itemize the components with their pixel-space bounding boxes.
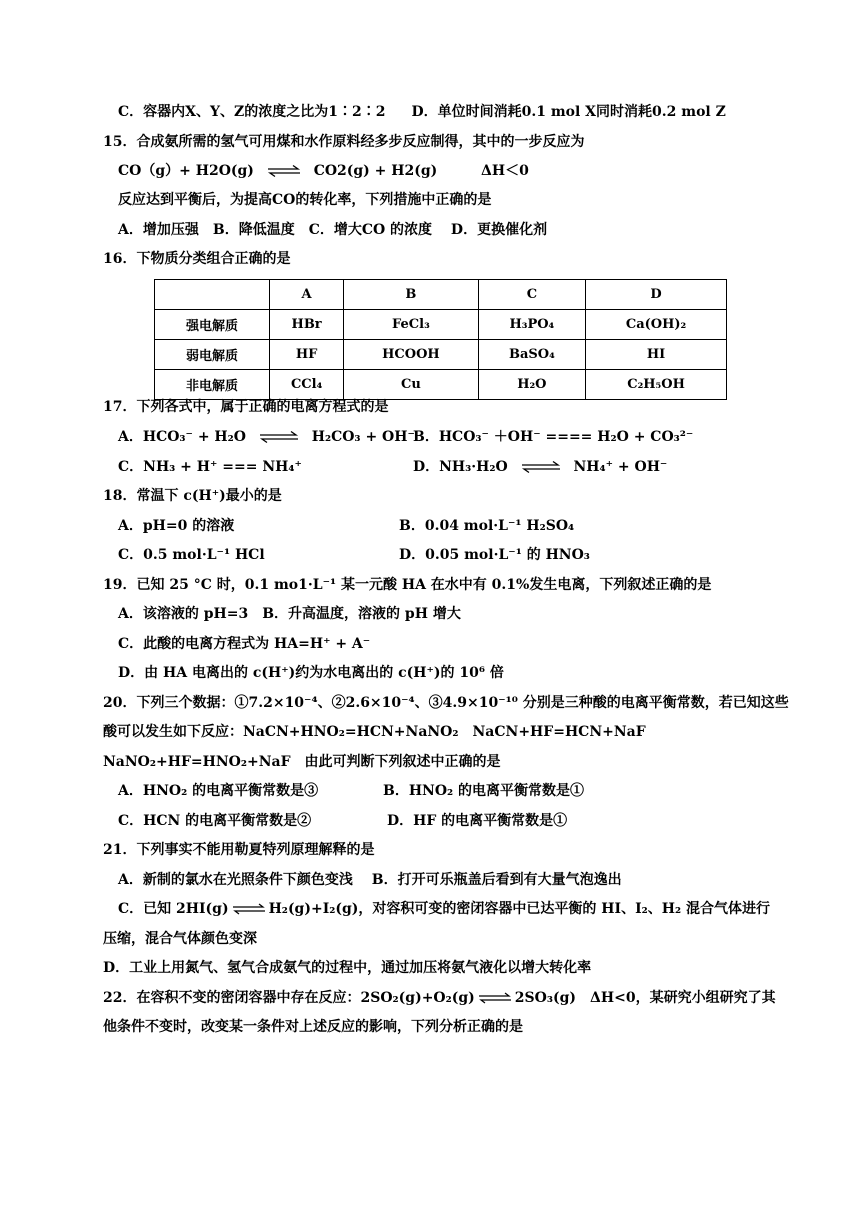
- q17-option-b: B．HCO₃⁻ ＋OH⁻ ==== H₂O + CO₃²⁻: [413, 429, 694, 445]
- table-cell: HBr: [270, 310, 344, 340]
- equilibrium-arrow-icon: [477, 992, 513, 1004]
- q19-stem: 19．已知 25 °C 时，0.1 mo1·L⁻¹ 某一元酸 HA 在水中有 0.1%发生电离，下列叙述正确的是: [103, 577, 712, 593]
- q19-options-ab: A．该溶液的 pH=3 B．升高温度，溶液的 pH 增大: [118, 606, 461, 622]
- q21-option-c: [118, 900, 770, 918]
- q22-stem-right: 2SO₃(g) ΔH<0，某研究小组研究了其: [514, 990, 776, 1006]
- q19-option-d: D．由 HA 电离出的 c(H⁺)约为水电离出的 c(H⁺)的 10⁶ 倍: [118, 665, 504, 681]
- q20-option-d: D．HF 的电离平衡常数是①: [387, 813, 568, 829]
- q16-table: [154, 279, 727, 400]
- q17-d-right: NH₄⁺ + OH⁻: [573, 459, 668, 475]
- table-header-cell: A: [270, 280, 344, 310]
- table-header-cell: D: [586, 280, 727, 310]
- q15-eq-left: CO（g）+ H2O(g): [118, 163, 254, 179]
- q21-c-left: C．已知 2HI(g): [118, 901, 229, 917]
- q21-c-right: H₂(g)+I₂(g)，对容积可变的密闭容器中已达平衡的 HI、I₂、H₂ 混合气体进行: [268, 901, 770, 917]
- equilibrium-arrow-icon: [519, 460, 563, 474]
- table-header-cell: C: [478, 280, 585, 310]
- q17-a-left: A．HCO₃⁻ + H₂O: [118, 429, 246, 445]
- equilibrium-arrow-icon: [257, 430, 301, 444]
- q20-option-b: B．HNO₂ 的电离平衡常数是①: [383, 783, 585, 799]
- q20-stem-3: NaNO₂+HF=HNO₂+NaF 由此可判断下列叙述中正确的是: [103, 754, 501, 770]
- q17-a-right: H₂CO₃ + OH⁻: [311, 429, 415, 445]
- q17-d-left: D．NH₃·H₂O: [413, 459, 508, 475]
- table-row: [155, 340, 727, 370]
- table-header-row: [155, 280, 727, 310]
- q20-option-c: C．HCN 的电离平衡常数是②: [118, 813, 312, 829]
- table-cell: H₂O: [478, 370, 585, 400]
- q21-option-c-cont: 压缩，混合气体颜色变深: [103, 931, 257, 947]
- q15-options: A．增加压强 B．降低温度 C．增大CO 的浓度 D．更换催化剂: [118, 222, 548, 238]
- q19-option-c: C．此酸的电离方程式为 HA=H⁺ + A⁻: [118, 636, 371, 652]
- q18-option-c: C．0.5 mol·L⁻¹ HCl: [118, 547, 265, 563]
- q20-option-a: A．HNO₂ 的电离平衡常数是③: [118, 783, 319, 799]
- table-cell: 非电解质: [155, 370, 270, 400]
- table-cell: 强电解质: [155, 310, 270, 340]
- q20-stem-2: 酸可以发生如下反应：NaCN+HNO₂=HCN+NaNO₂ NaCN+HF=HCN+NaF: [103, 724, 646, 740]
- q21-options-ab: A．新制的氯水在光照条件下颜色变浅 B．打开可乐瓶盖后看到有大量气泡逸出: [118, 872, 622, 888]
- q15-eq-right: CO2(g) + H2(g): [313, 163, 438, 179]
- q15-sub-stem: 反应达到平衡后，为提高CO的转化率，下列措施中正确的是: [118, 192, 492, 208]
- q14-options-cd: [118, 103, 726, 121]
- table-cell: HF: [270, 340, 344, 370]
- q22-stem-2: 他条件不变时，改变某一条件对上述反应的影响，下列分析正确的是: [103, 1019, 523, 1035]
- table-cell: CCl₄: [270, 370, 344, 400]
- q14-option-d: D．单位时间消耗0.1 mol X同时消耗0.2 mol Z: [411, 104, 726, 120]
- q17-stem: 17．下列各式中，属于正确的电离方程式的是: [103, 399, 389, 415]
- table-cell: H₃PO₄: [478, 310, 585, 340]
- q18-stem: 18．常温下 c(H⁺)最小的是: [103, 488, 282, 504]
- q15-stem: 15．合成氨所需的氢气可用煤和水作原料经多步反应制得，其中的一步反应为: [103, 134, 585, 150]
- q17-option-a: [118, 428, 415, 446]
- table-header-cell: [155, 280, 270, 310]
- q17-option-d: [413, 458, 667, 476]
- table-cell: C₂H₅OH: [586, 370, 727, 400]
- q15-eq-dh: ΔH＜0: [481, 163, 529, 179]
- table-cell: Ca(OH)₂: [586, 310, 727, 340]
- table-row: [155, 310, 727, 340]
- q21-stem: 21．下列事实不能用勒夏特列原理解释的是: [103, 842, 375, 858]
- q20-stem-1: 20．下列三个数据：①7.2×10⁻⁴、②2.6×10⁻⁴、③4.9×10⁻¹⁰ 分别是三种酸的电离平衡常数，若已知这些: [103, 695, 789, 711]
- q14-option-c: C．容器内X、Y、Z的浓度之比为1∶2∶2: [118, 104, 386, 120]
- q21-option-d: D．工业上用氮气、氢气合成氨气的过程中，通过加压将氨气液化以增大转化率: [103, 960, 592, 976]
- q22-stem-left: 22．在容积不变的密闭容器中存在反应：2SO₂(g)+O₂(g): [103, 990, 475, 1006]
- table-header-cell: B: [344, 280, 478, 310]
- q18-option-b: B．0.04 mol·L⁻¹ H₂SO₄: [399, 518, 575, 534]
- q16-stem: 16．下物质分类组合正确的是: [103, 251, 291, 267]
- table-cell: FeCl₃: [344, 310, 478, 340]
- table-cell: BaSO₄: [478, 340, 585, 370]
- q18-option-d: D．0.05 mol·L⁻¹ 的 HNO₃: [399, 547, 590, 563]
- equilibrium-arrow-icon: [231, 903, 267, 915]
- table-cell: HCOOH: [344, 340, 478, 370]
- q18-option-a: A．pH=0 的溶液: [118, 518, 235, 534]
- table-row: [155, 370, 727, 400]
- table-cell: HI: [586, 340, 727, 370]
- q15-equation: [118, 162, 529, 180]
- table-cell: 弱电解质: [155, 340, 270, 370]
- table-cell: Cu: [344, 370, 478, 400]
- equilibrium-arrow-icon: [265, 164, 303, 178]
- q22-stem-1: [103, 989, 776, 1007]
- q17-option-c: C．NH₃ + H⁺ === NH₄⁺: [118, 459, 302, 475]
